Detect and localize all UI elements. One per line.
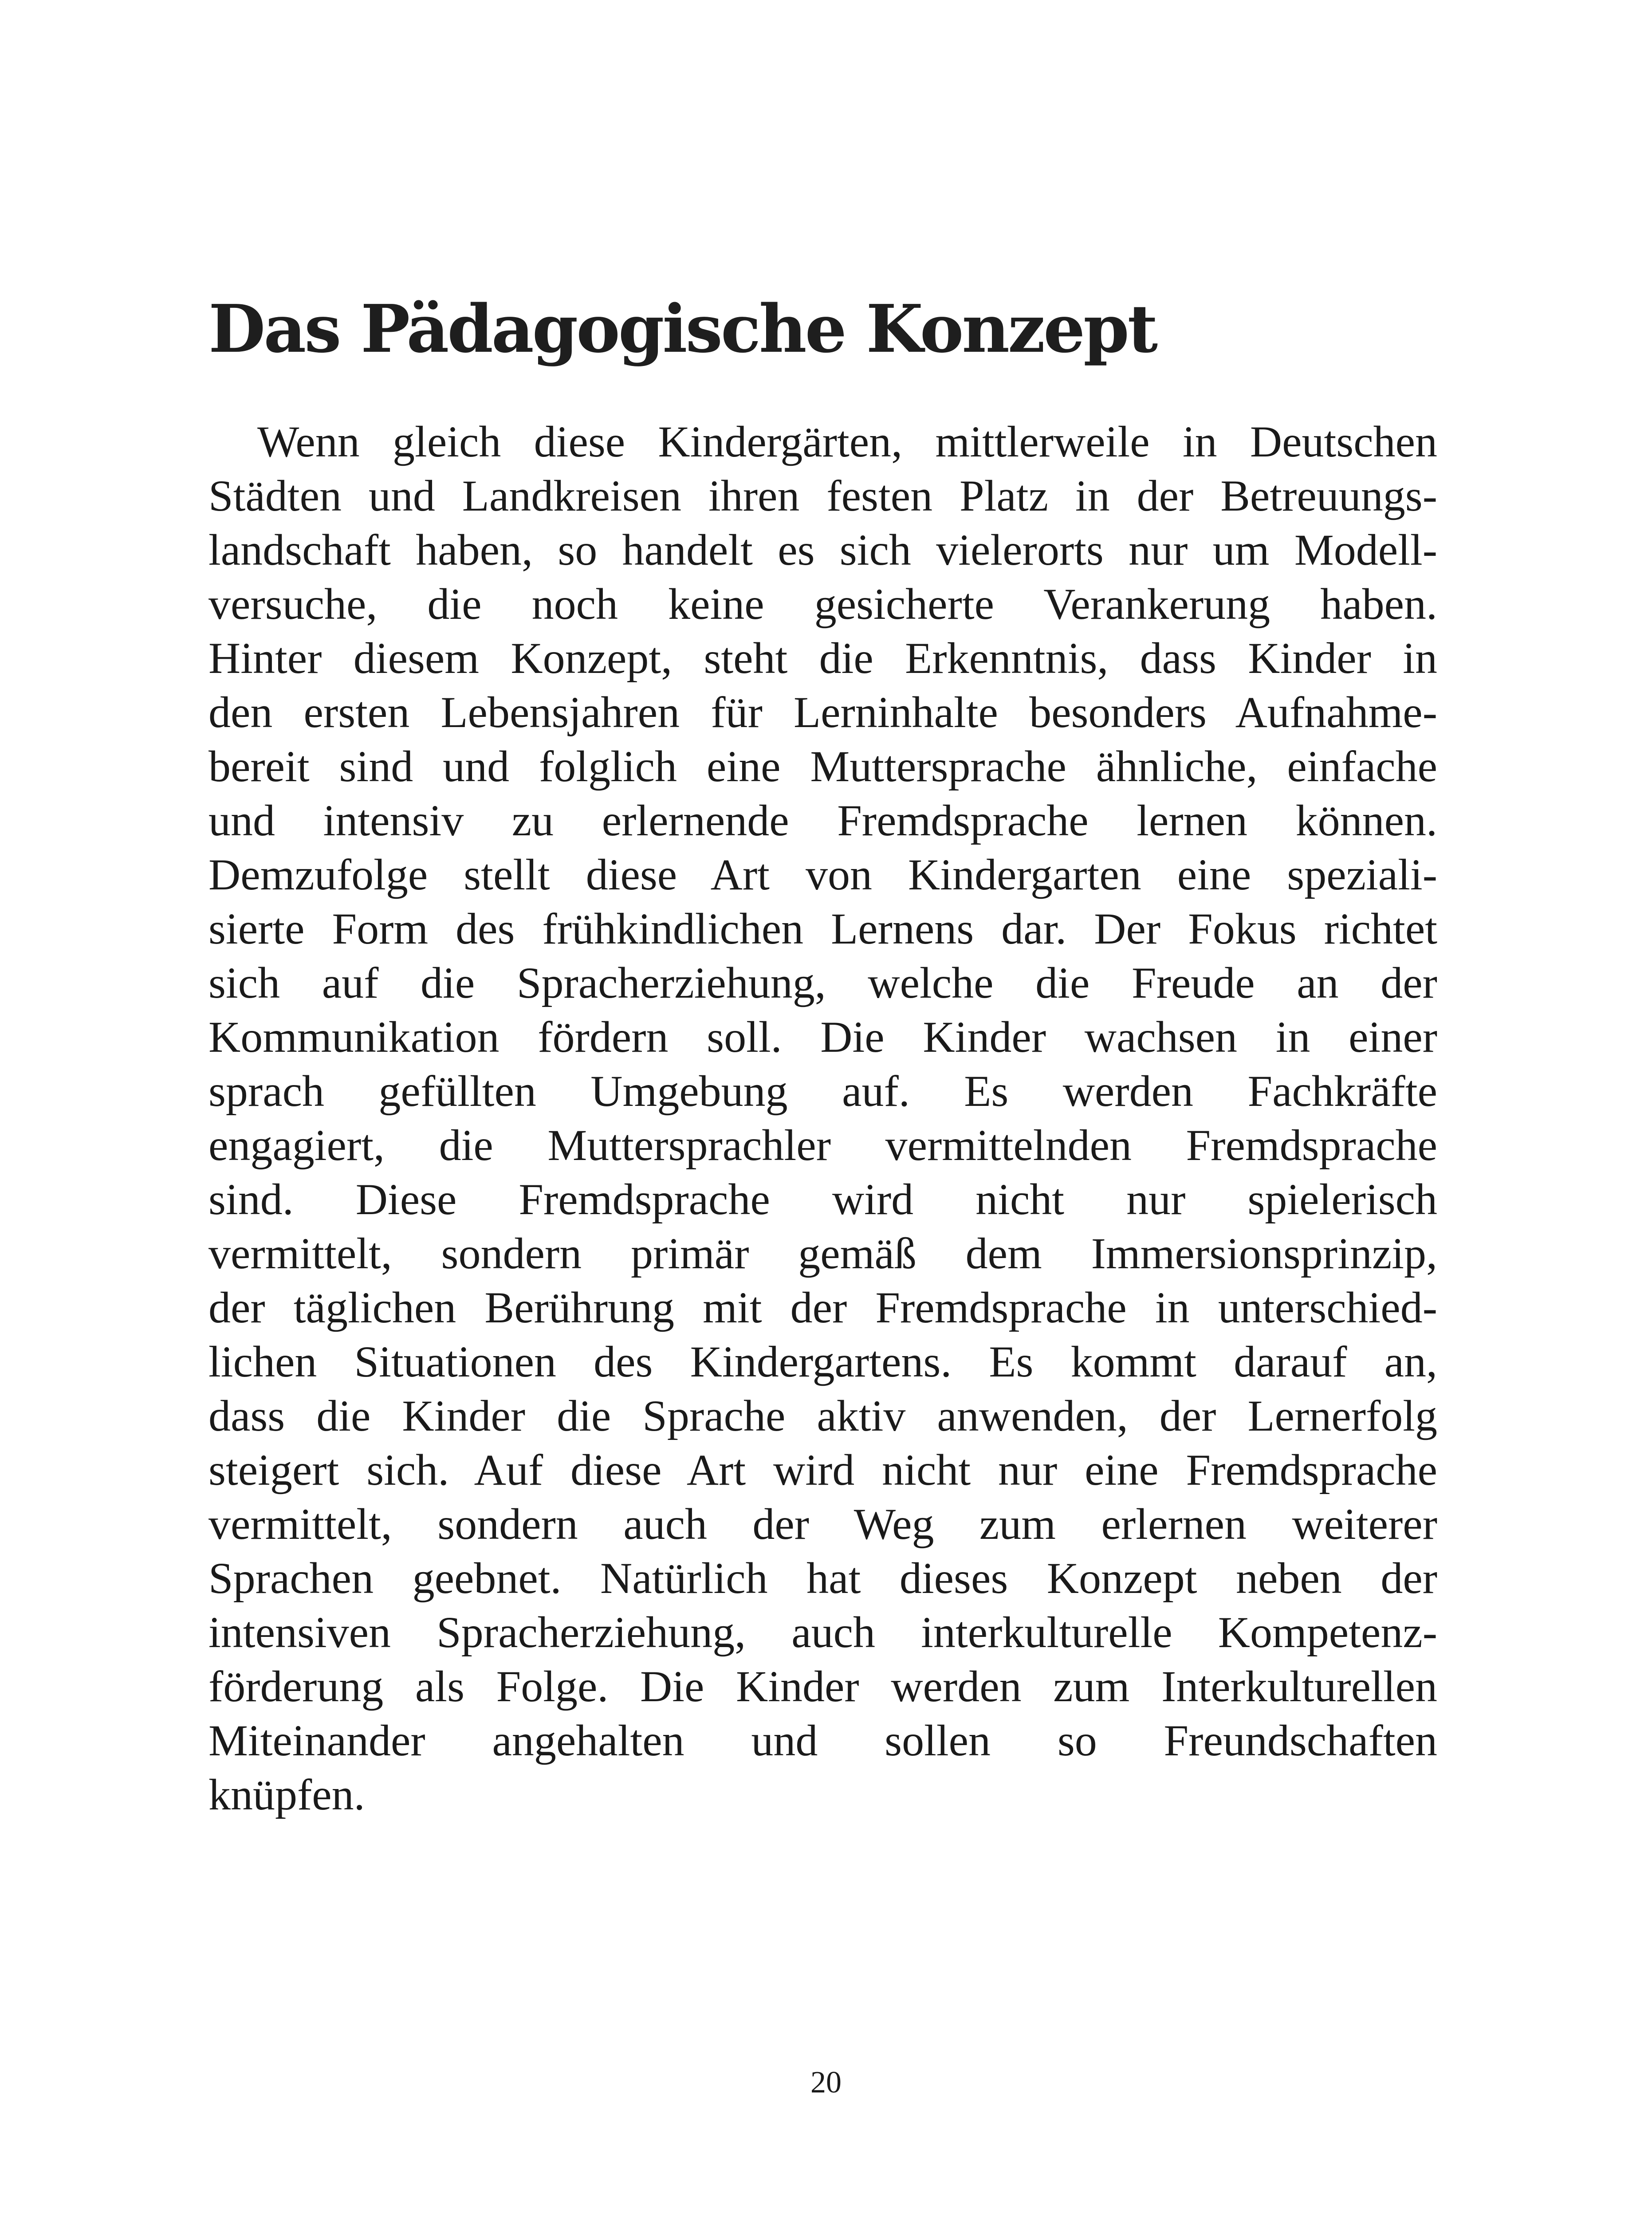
paragraph-line: Miteinander angehalten und sollen so Freundschaften bbox=[208, 1716, 1437, 1765]
paragraph-line: und intensiv zu erlernende Fremdsprache lernen können. bbox=[208, 796, 1437, 845]
body-paragraph bbox=[208, 415, 1437, 1822]
paragraph-line: sierte Form des frühkindlichen Lernens dar. Der Fokus richtet bbox=[208, 904, 1437, 953]
paragraph-line: knüpfen. bbox=[208, 1770, 365, 1819]
paragraph-line: sind. Diese Fremdsprache wird nicht nur spielerisch bbox=[208, 1175, 1437, 1224]
paragraph-line: versuche, die noch keine gesicherte Verankerung haben. bbox=[208, 579, 1437, 629]
paragraph-line: dass die Kinder die Sprache aktiv anwenden, der Lernerfolg bbox=[208, 1391, 1437, 1440]
paragraph-line: intensiven Spracherziehung, auch interkulturelle Kompetenz- bbox=[208, 1608, 1437, 1657]
paragraph-line: Sprachen geebnet. Natürlich hat dieses Konzept neben der bbox=[208, 1553, 1437, 1603]
paragraph-line: Hinter diesem Konzept, steht die Erkenntnis, dass Kinder in bbox=[208, 633, 1437, 683]
paragraph-line: sprach gefüllten Umgebung auf. Es werden Fachkräfte bbox=[208, 1066, 1437, 1116]
page-number: 20 bbox=[810, 2065, 842, 2100]
paragraph-line: landschaft haben, so handelt es sich vielerorts nur um Modell- bbox=[208, 525, 1437, 574]
paragraph-line: vermittelt, sondern auch der Weg zum erlernen weiterer bbox=[208, 1499, 1437, 1549]
paragraph-line: Demzufolge stellt diese Art von Kindergarten eine speziali- bbox=[208, 850, 1437, 899]
paragraph-line: Wenn gleich diese Kindergärten, mittlerweile in Deutschen bbox=[257, 417, 1437, 466]
section-heading: Das Pädagogische Konzept bbox=[208, 290, 1156, 367]
paragraph-line: steigert sich. Auf diese Art wird nicht nur eine Fremdsprache bbox=[208, 1445, 1437, 1494]
paragraph-line: Städten und Landkreisen ihren festen Platz in der Betreuungs- bbox=[208, 471, 1437, 520]
paragraph-line: bereit sind und folglich eine Muttersprache ähnliche, einfache bbox=[208, 742, 1437, 791]
paragraph-line: vermittelt, sondern primär gemäß dem Immersionsprinzip, bbox=[208, 1229, 1437, 1278]
paragraph-line: Kommunikation fördern soll. Die Kinder wachsen in einer bbox=[208, 1012, 1437, 1062]
paragraph-line: lichen Situationen des Kindergartens. Es kommt darauf an, bbox=[208, 1337, 1437, 1386]
paragraph-line: engagiert, die Muttersprachler vermittelnden Fremdsprache bbox=[208, 1121, 1437, 1170]
paragraph-line: der täglichen Berührung mit der Fremdsprache in unterschied- bbox=[208, 1283, 1437, 1332]
paragraph-line: förderung als Folge. Die Kinder werden zum Interkulturellen bbox=[208, 1662, 1437, 1711]
paragraph-line: den ersten Lebensjahren für Lerninhalte besonders Aufnahme- bbox=[208, 688, 1437, 737]
paragraph-line: sich auf die Spracherziehung, welche die Freude an der bbox=[208, 958, 1437, 1007]
